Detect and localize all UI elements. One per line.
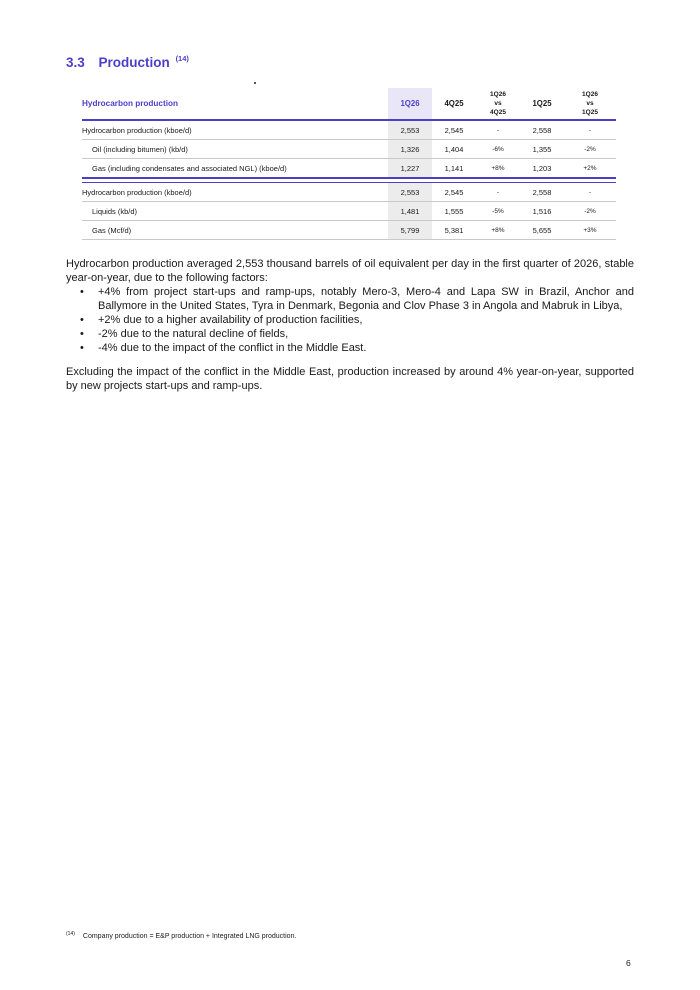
- cell-4q25: 2,545: [432, 183, 476, 202]
- table-header-1q26: 1Q26: [388, 88, 432, 120]
- cell-4q25: 1,555: [432, 202, 476, 221]
- row-label: Oil (including bitumen) (kb/d): [82, 140, 388, 159]
- bullet-icon: •: [80, 328, 84, 340]
- table-row: [82, 159, 616, 179]
- table-row: [82, 120, 616, 140]
- cell-var-4q25: -: [476, 120, 520, 140]
- row-label: Liquids (kb/d): [82, 202, 388, 221]
- cell-var-4q25: -: [476, 183, 520, 202]
- row-label: Gas (Mcf/d): [82, 221, 388, 240]
- section-title: Production: [98, 55, 170, 70]
- list-item-text: +2% due to a higher availability of production facilities,: [98, 314, 363, 326]
- bullet-icon: •: [80, 342, 84, 354]
- table-row: [82, 221, 616, 240]
- cell-1q25: 1,355: [520, 140, 564, 159]
- footnote: [66, 931, 296, 940]
- footnote-text: Company production = E&P production + Integrated LNG production.: [82, 933, 297, 940]
- header-line: 4Q25: [490, 109, 506, 116]
- cell-var-1q25: +3%: [564, 221, 616, 240]
- cell-4q25: 2,545: [432, 120, 476, 140]
- header-line: 1Q26: [582, 91, 598, 98]
- cell-var-1q25: +2%: [564, 159, 616, 179]
- stray-dot: [254, 82, 256, 84]
- section-number: 3.3: [66, 55, 85, 70]
- table-header-1q25: 1Q25: [532, 99, 552, 108]
- cell-var-1q25: -: [564, 120, 616, 140]
- row-label: Gas (including condensates and associated NGL) (kboe/d): [82, 159, 388, 179]
- cell-var-4q25: -5%: [476, 202, 520, 221]
- cell-1q25: 2,558: [520, 120, 564, 140]
- cell-1q26: 2,553: [388, 183, 432, 202]
- section-footnote-ref: (14): [175, 54, 189, 63]
- cell-var-4q25: -6%: [476, 140, 520, 159]
- list-item: [80, 285, 634, 313]
- table-header-var-1q25: [564, 88, 616, 120]
- table-header-label: Hydrocarbon production: [82, 99, 178, 108]
- cell-1q25: 1,203: [520, 159, 564, 179]
- cell-1q25: 2,558: [520, 183, 564, 202]
- cell-var-4q25: +8%: [476, 221, 520, 240]
- cell-4q25: 1,141: [432, 159, 476, 179]
- table-header-row: [82, 88, 616, 120]
- bullet-icon: •: [80, 314, 84, 326]
- production-table: [82, 88, 616, 240]
- header-line: 1Q26: [490, 91, 506, 98]
- bullet-icon: •: [80, 286, 84, 298]
- page-number: 6: [626, 958, 631, 968]
- list-item: [80, 327, 634, 341]
- cell-var-1q25: -2%: [564, 202, 616, 221]
- cell-1q26: 5,799: [388, 221, 432, 240]
- cell-1q26: 1,481: [388, 202, 432, 221]
- cell-1q26: 1,227: [388, 159, 432, 179]
- header-line: 1Q25: [582, 109, 598, 116]
- table-header-4q25: 4Q25: [444, 99, 464, 108]
- list-item: [80, 341, 634, 355]
- row-label: Hydrocarbon production (kboe/d): [82, 183, 388, 202]
- row-label: Hydrocarbon production (kboe/d): [82, 120, 388, 140]
- cell-var-1q25: -: [564, 183, 616, 202]
- cell-1q25: 1,516: [520, 202, 564, 221]
- cell-1q26: 2,553: [388, 120, 432, 140]
- list-item-text: +4% from project start-ups and ramp-ups, notably Mero-3, Mero-4 and Lapa SW in Brazil, Anchor and Ballymore in the United States, Tyra in Denmark, Begonia and Clov Phase 3 in Angola and Mabruk in Libya,: [98, 286, 634, 312]
- footnote-ref: (14): [66, 931, 75, 937]
- list-item: [80, 313, 634, 327]
- list-item-text: -2% due to the natural decline of fields,: [98, 328, 289, 340]
- table-header-var-4q25: [476, 88, 520, 120]
- cell-var-4q25: +8%: [476, 159, 520, 179]
- section-heading: [66, 54, 189, 70]
- cell-1q26: 1,326: [388, 140, 432, 159]
- cell-4q25: 5,381: [432, 221, 476, 240]
- conclusion-paragraph: Excluding the impact of the conflict in the Middle East, production increased by around 4% year-on-year, supported by new projects start-ups and ramp-ups.: [66, 366, 634, 392]
- body-text: [66, 257, 634, 393]
- table-row: [82, 183, 616, 202]
- cell-4q25: 1,404: [432, 140, 476, 159]
- list-item-text: -4% due to the impact of the conflict in the Middle East.: [98, 342, 367, 354]
- cell-var-1q25: -2%: [564, 140, 616, 159]
- factor-list: [66, 285, 634, 355]
- cell-1q25: 5,655: [520, 221, 564, 240]
- intro-paragraph: Hydrocarbon production averaged 2,553 thousand barrels of oil equivalent per day in the first quarter of 2026, stable year-on-year, due to the following factors:: [66, 258, 634, 284]
- header-line: vs: [494, 100, 502, 107]
- header-line: vs: [586, 100, 594, 107]
- table-row: [82, 202, 616, 221]
- table-row: [82, 140, 616, 159]
